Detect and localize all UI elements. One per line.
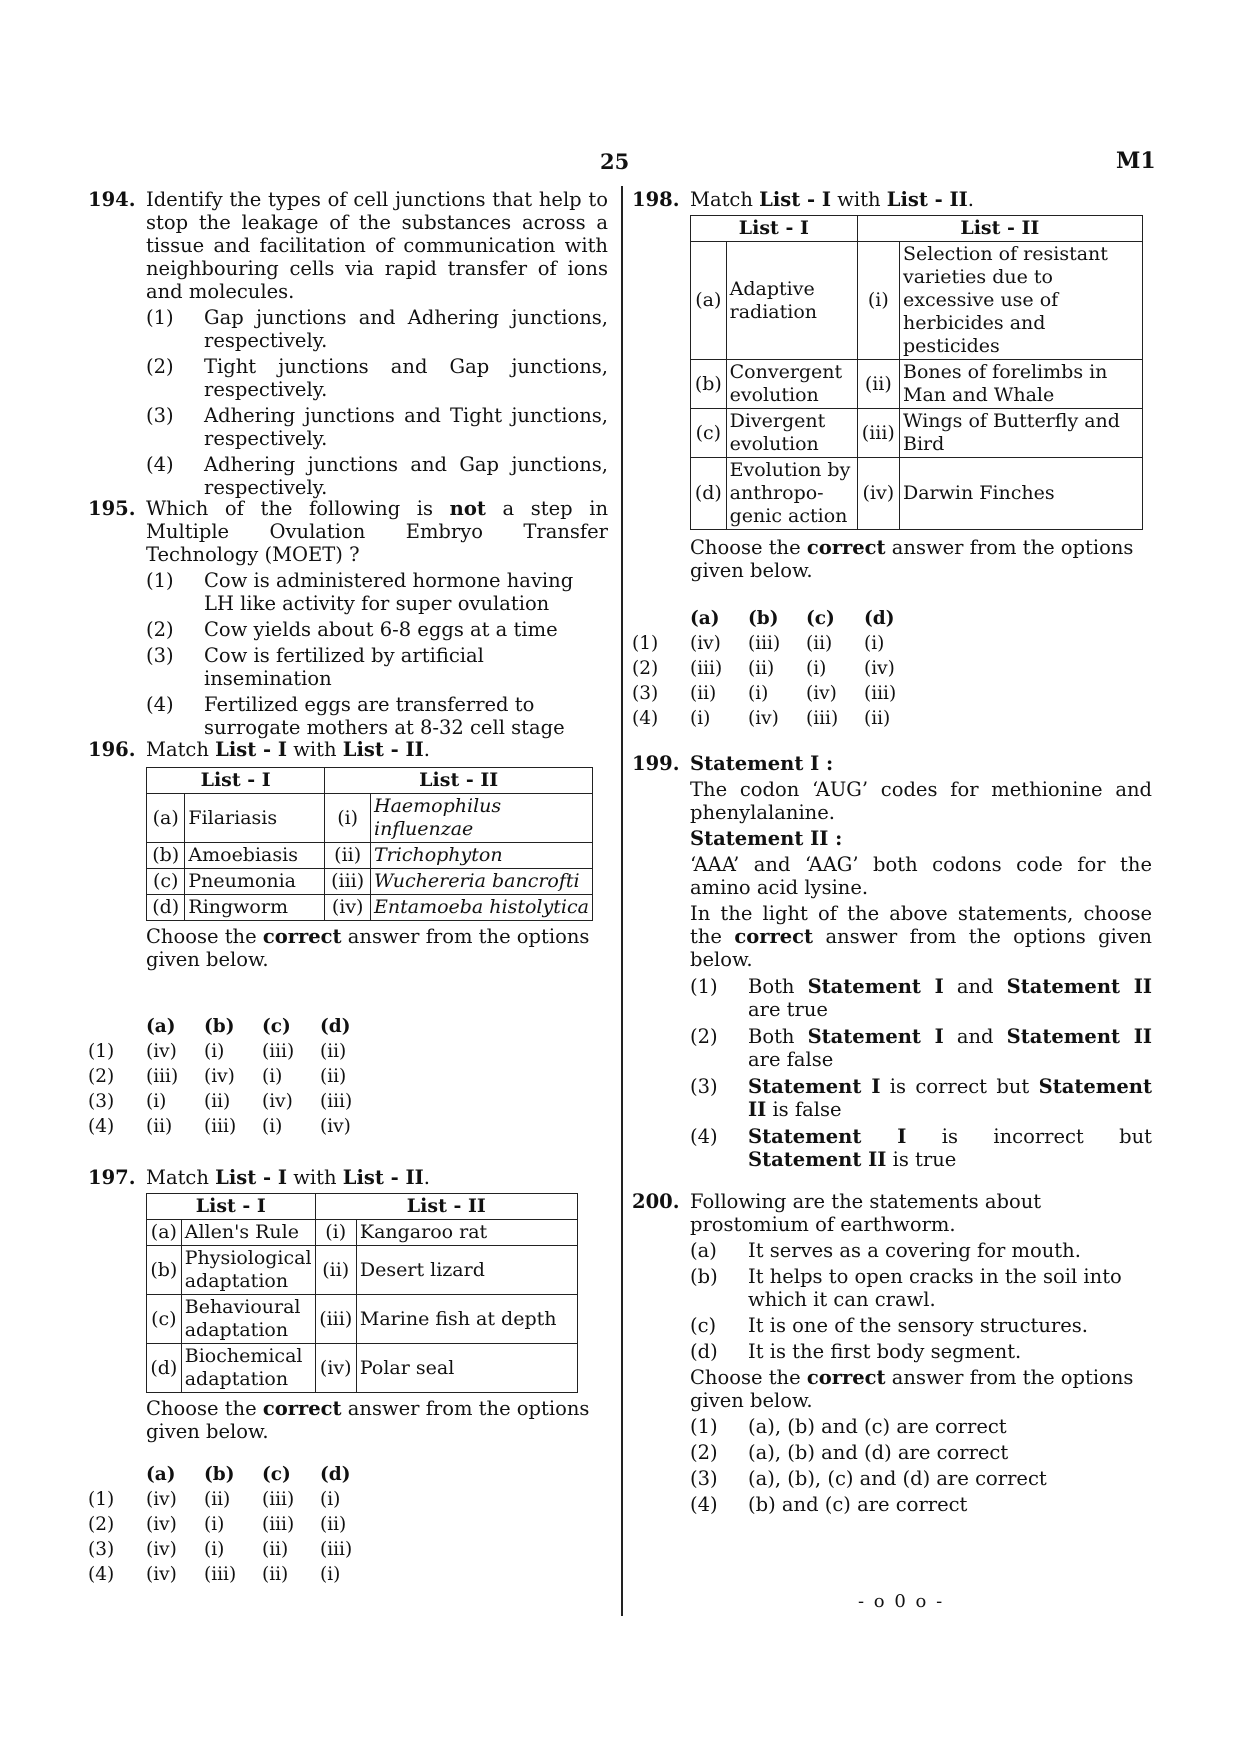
- question-number: 199.: [632, 752, 680, 775]
- option-4[interactable]: [146, 453, 608, 499]
- option-4[interactable]: (4) (b) and (c) are correct: [690, 1493, 968, 1516]
- list-1-header: List - I: [691, 216, 858, 242]
- answer-row-1[interactable]: (1) (iv) (iii) (ii) (i): [632, 633, 885, 654]
- answer-row-4[interactable]: (4) (ii) (iii) (i) (iv): [88, 1116, 351, 1137]
- question-number: 198.: [632, 188, 680, 211]
- option-text: Gap junctions and Adhering junctions, respectively.: [204, 306, 608, 352]
- option-2[interactable]: (2) (a), (b) and (d) are correct: [690, 1441, 1009, 1464]
- table-row: (a) Filariasis (i) Haemophilus influenzae: [147, 794, 593, 843]
- table-row: (c) Pneumonia (iii) Wuchereria bancrofti: [147, 869, 593, 895]
- answer-row-4[interactable]: (4) (iv) (iii) (ii) (i): [88, 1564, 341, 1585]
- statement-2-label: Statement II :: [690, 827, 843, 850]
- option-1[interactable]: (1) Both Statement I and Statement II are true: [690, 975, 1152, 1021]
- option-number: (4): [146, 693, 174, 716]
- option-text: Cow yields about 6-8 eggs at a time: [204, 618, 558, 641]
- option-3[interactable]: [146, 404, 608, 450]
- column-divider: [621, 186, 623, 1616]
- table-row: (b) Physiological adaptation (ii) Desert lizard: [147, 1246, 578, 1295]
- option-3[interactable]: (3) Statement I is correct but Statement II is false: [690, 1075, 1152, 1121]
- question-text: Which of the following is not a step in Multiple Ovulation Embryo Transfer Technology (MOET) ?: [146, 497, 608, 566]
- option-number: (2): [146, 618, 174, 641]
- question-number: 196.: [88, 738, 136, 761]
- option-text: Cow is fertilized by artificial insemination: [204, 644, 484, 690]
- table-row: (b) Convergent evolution (ii) Bones of forelimbs in Man and Whale: [691, 360, 1143, 409]
- option-1[interactable]: [146, 569, 608, 615]
- answer-row-3[interactable]: (3) (i) (ii) (iv) (iii): [88, 1091, 353, 1112]
- list-1-header: List - I: [147, 1194, 316, 1220]
- table-row: (b) Amoebiasis (ii) Trichophyton: [147, 843, 593, 869]
- option-2[interactable]: (2) Both Statement I and Statement II are false: [690, 1025, 1152, 1071]
- table-row: (d) Evolution by anthropo-genic action (iv) Darwin Finches: [691, 458, 1143, 530]
- answer-row-3[interactable]: (3) (iv) (i) (ii) (iii): [88, 1539, 353, 1560]
- answer-row-2[interactable]: (2) (iii) (ii) (i) (iv): [632, 658, 895, 679]
- option-3[interactable]: [146, 644, 608, 690]
- option-4[interactable]: [146, 693, 608, 739]
- question-number: 200.: [632, 1190, 680, 1213]
- answer-row-4[interactable]: (4) (i) (iv) (iii) (ii): [632, 708, 891, 729]
- statement-b: (b) It helps to open cracks in the soil into which it can crawl.: [690, 1265, 1122, 1311]
- answer-row-1[interactable]: (1) (iv) (i) (iii) (ii): [88, 1041, 347, 1062]
- list-2-header: List - II: [325, 768, 593, 794]
- question-text: Following are the statements about prostomium of earthworm.: [690, 1190, 1042, 1236]
- option-number: (4): [146, 453, 174, 476]
- list-1-header: List - I: [147, 768, 325, 794]
- option-1[interactable]: [146, 306, 608, 352]
- match-table: [146, 767, 593, 921]
- option-1[interactable]: (1) (a), (b) and (c) are correct: [690, 1415, 1007, 1438]
- statement-2-text: ‘AAA’ and ‘AAG’ both codons code for the amino acid lysine.: [690, 853, 1152, 899]
- table-row: (a) Allen's Rule (i) Kangaroo rat: [147, 1220, 578, 1246]
- answer-row-3[interactable]: (3) (ii) (i) (iv) (iii): [632, 683, 897, 704]
- option-4[interactable]: (4) Statement I is incorrect but Statement II is true: [690, 1125, 1152, 1171]
- option-number: (1): [146, 306, 174, 329]
- option-text: Adhering junctions and Gap junctions, respectively.: [204, 453, 608, 499]
- option-2[interactable]: [146, 355, 608, 401]
- table-row: (c) Divergent evolution (iii) Wings of Butterfly and Bird: [691, 409, 1143, 458]
- answer-row-1[interactable]: (1) (iv) (ii) (iii) (i): [88, 1489, 341, 1510]
- answer-options: (a) (b) (c) (d) (1) (iv) (i) (iii) (ii) (2) (iii) (iv) (i) (ii) (3) (i) (ii) (iv) (iii) (4) (ii) (iii) (i) (iv): [88, 1016, 353, 1137]
- answer-options: (a) (b) (c) (d) (1) (iv) (ii) (iii) (i) (2) (iv) (i) (iii) (ii) (3) (iv) (i) (ii) (iii) (4) (iv) (iii) (ii) (i): [88, 1464, 353, 1585]
- option-number: (3): [146, 644, 174, 667]
- option-text: Fertilized eggs are transferred to surrogate mothers at 8-32 cell stage: [204, 693, 565, 739]
- match-table: [690, 215, 1143, 530]
- page-number: 25: [600, 149, 630, 174]
- option-text: Cow is administered hormone having LH like activity for super ovulation: [204, 569, 574, 615]
- statement-a: (a) It serves as a covering for mouth.: [690, 1239, 1081, 1262]
- question-number: 197.: [88, 1166, 136, 1189]
- option-number: (3): [146, 404, 174, 427]
- answer-row-2[interactable]: (2) (iv) (i) (iii) (ii): [88, 1514, 347, 1535]
- list-2-header: List - II: [857, 216, 1142, 242]
- choose-instruction: In the light of the above statements, choose the correct answer from the options given below.: [690, 902, 1152, 971]
- statement-1-text: The codon ‘AUG’ codes for methionine and phenylalanine.: [690, 778, 1152, 824]
- question-number: 194.: [88, 188, 136, 211]
- paper-code: M1: [1116, 148, 1156, 174]
- match-table: [146, 1193, 578, 1393]
- answer-options: (a) (b) (c) (d) (1) (iv) (iii) (ii) (i) (2) (iii) (ii) (i) (iv) (3) (ii) (i) (iv) (iii) (4) (i) (iv) (iii) (ii): [632, 608, 897, 729]
- choose-instruction: Choose the correct answer from the options given below.: [146, 1397, 590, 1443]
- question-number: 195.: [88, 497, 136, 520]
- option-2[interactable]: [146, 618, 608, 641]
- option-text: Adhering junctions and Tight junctions, respectively.: [204, 404, 608, 450]
- choose-instruction: Choose the correct answer from the options given below.: [690, 536, 1134, 582]
- question-text: Match List - I with List - II.: [146, 738, 430, 761]
- option-number: (1): [146, 569, 174, 592]
- question-text: Match List - I with List - II.: [146, 1166, 430, 1189]
- table-row: (c) Behavioural adaptation (iii) Marine fish at depth: [147, 1295, 578, 1344]
- table-row: (d) Biochemical adaptation (iv) Polar seal: [147, 1344, 578, 1393]
- answer-row-2[interactable]: (2) (iii) (iv) (i) (ii): [88, 1066, 347, 1087]
- page-footer: - o 0 o -: [858, 1591, 945, 1612]
- choose-instruction: Choose the correct answer from the options given below.: [690, 1366, 1134, 1412]
- statement-1-label: Statement I :: [690, 752, 834, 775]
- statement-c: (c) It is one of the sensory structures.: [690, 1314, 1089, 1337]
- question-text: Identify the types of cell junctions that help to stop the leakage of the substances across a tissue and facilitation of communication with neighbouring cells via rapid transfer of ions and molecules.: [146, 188, 608, 303]
- table-row: (a) Adaptive radiation (i) Selection of resistant varieties due to excessive use of herbicides and pesticides: [691, 242, 1143, 360]
- option-number: (2): [146, 355, 174, 378]
- statement-d: (d) It is the first body segment.: [690, 1340, 1022, 1363]
- option-text: Tight junctions and Gap junctions, respectively.: [204, 355, 608, 401]
- question-text: Match List - I with List - II.: [690, 188, 974, 211]
- list-2-header: List - II: [315, 1194, 577, 1220]
- table-row: (d) Ringworm (iv) Entamoeba histolytica: [147, 895, 593, 921]
- option-3[interactable]: (3) (a), (b), (c) and (d) are correct: [690, 1467, 1047, 1490]
- choose-instruction: Choose the correct answer from the options given below.: [146, 925, 590, 971]
